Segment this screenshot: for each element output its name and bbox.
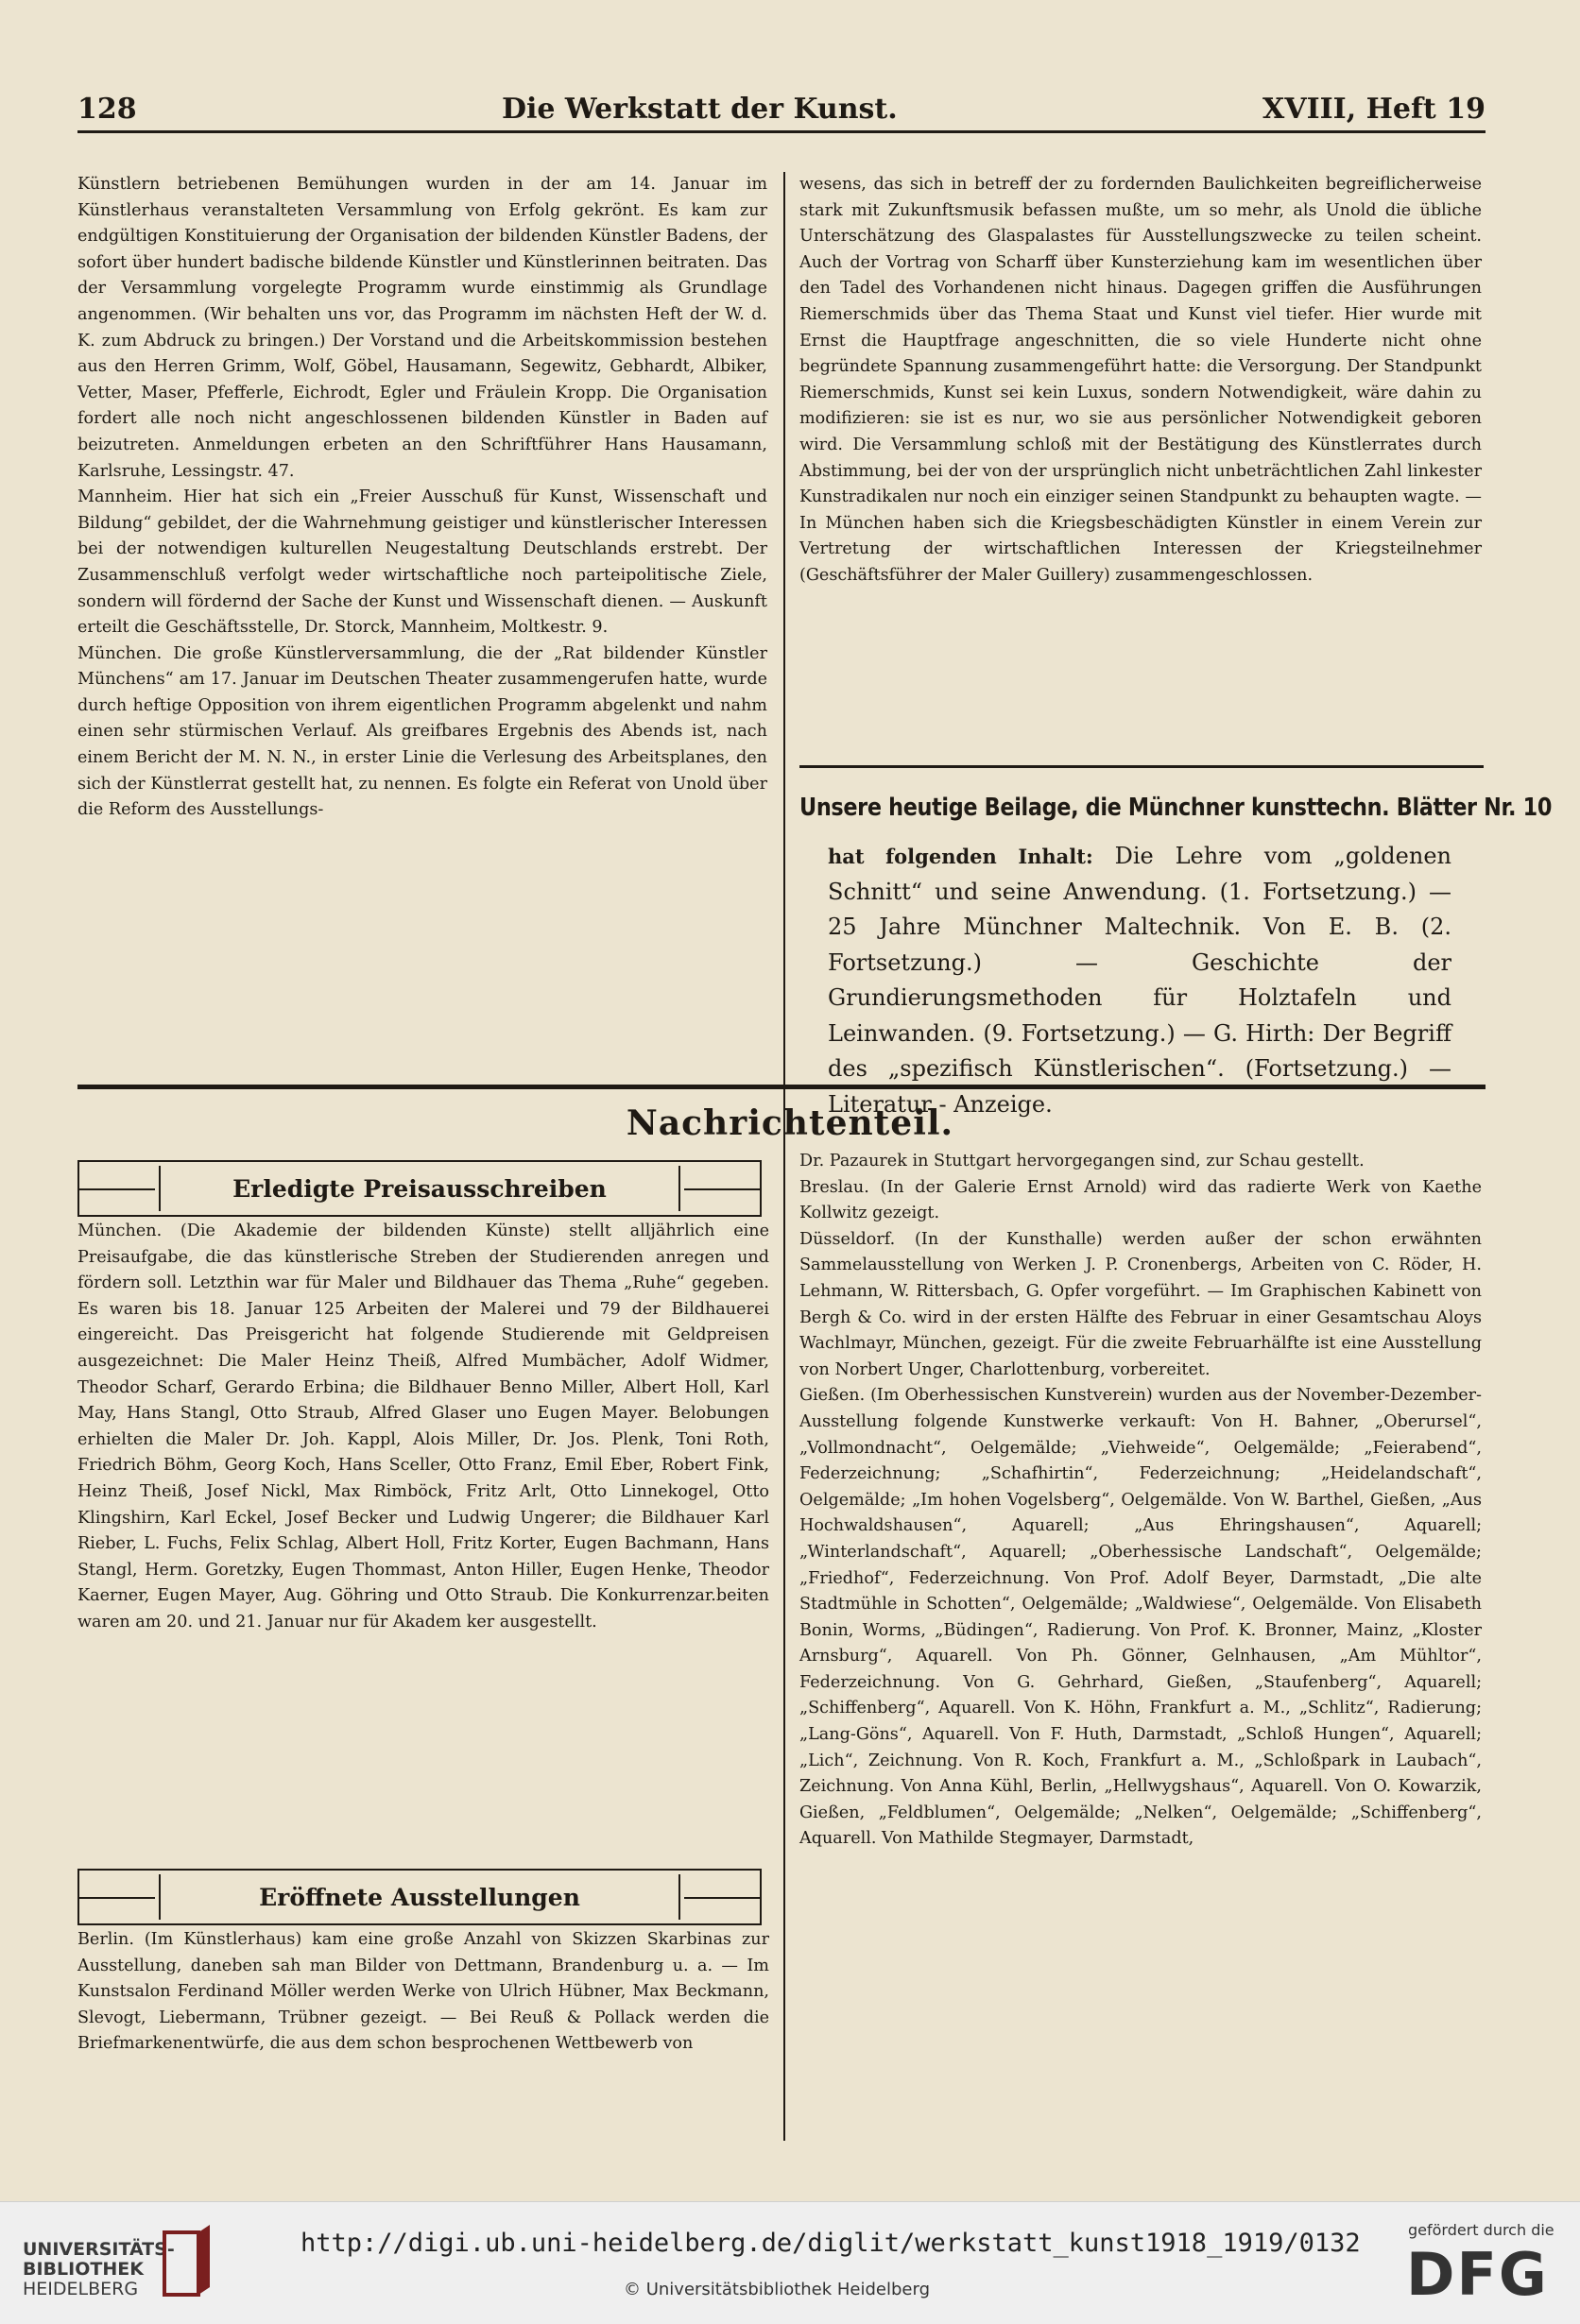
- paragraph-giessen: Gießen. (Im Oberhessischen Kunstverein) wurden aus der November-Dezember-Ausstellung folgende Kunstwerke verkauft: Von H. Bahner, „Oberursel“, „Vollmondnacht“, Oelgemälde; „Viehweide“, Oelgemälde; „Feierabend“, Federzeichnung; „Schafhirtin“, Federzeichnung; „Heidelandschaft“, Oelgemälde; „Im hohen Vogelsberg“, Oelgemälde. Von W. Barthel, Gießen, „Aus Hochwaldshausen“, Aquarell; „Aus Ehringshausen“, Aquarell; „Winterlandschaft“, Aquarell; „Oberhessische Landschaft“, Oelgemälde; „Friedhof“, Federzeichnung. Von Prof. Adolf Beyer, Darmstadt, „Die alte Stadtmühle in Schotten“, Oelgemälde; „Waldwiese“, Oelgemälde. Von Elisabeth Bonin, Worms, „Büdingen“, Radierung. Von Prof. K. Bronner, Mainz, „Kloster Arnsburg“, Aquarell. Von Ph. Gönner, Gelnhausen, „Am Mühltor“, Federzeichnung. Von G. Gehrhard, Gießen, „Staufenberg“, Aquarell; „Schiffenberg“, Aquarell. Von K. Höhn, Frankfurt a. M., „Schlitz“, Radierung; „Lang-Göns“, Aquarell. Von F. Huth, Darmstadt, „Schloß Hungen“, Aquarell; „Lich“, Zeichnung. Von R. Koch, Frankfurt a. M., „Schloßpark in Laubach“, Zeichnung. Von Anna Kühl, Berlin, „Hellwygshaus“, Aquarell. Von O. Kowarzik, Gießen, „Feldblumen“, Oelgemälde; „Nelken“, Oelgemälde; „Schiffenberg“, Aquarell. Von Mathilde Stegmayer, Darmstadt,: [799, 1386, 1482, 1849]
- funding-note: gefördert durch die: [1408, 2221, 1554, 2239]
- beilage-lead: hat folgenden Inhalt:: [828, 845, 1093, 868]
- heading-bar-right: [678, 1166, 680, 1211]
- paragraph-pazaurek-cont: Dr. Pazaurek in Stuttgart hervorgegangen sind, zur Schau gestellt.: [799, 1152, 1365, 1171]
- news-section-title: Nachrichtenteil.: [626, 1103, 954, 1143]
- dfg-logo[interactable]: DFG: [1406, 2240, 1549, 2309]
- section2-title: Eröffnete Ausstellungen: [259, 1883, 580, 1911]
- paragraph-berlin: Berlin. (Im Künstlerhaus) kam eine große Anzahl von Skizzen Skarbinas zur Ausstellung, daneben sah man Bilder von Dettmann, Brandenburg u. a. — Im Kunstsalon Ferdinand Möller werden Werke von Ulrich Hübner, Max Beckmann, Slevogt, Liebermann, Trübner gezeigt. — Bei Reuß & Pollack werden die Briefmarkenentwürfe, die aus dem schon besprochenen Wettbewerb von: [77, 1930, 769, 2054]
- paragraph-duesseldorf: Düsseldorf. (In der Kunsthalle) werden außer der schon erwähnten Sammelausstellung von Werken J. P. Cronenbergs, Arbeiten von C. Röder, H. Lehmann, W. Rittersbach, G. Opfer vorgeführt. — Im Graphischen Kabinett von Bergh & Co. wird in der ersten Hälfte des Februar in einer Gesamtschau Aloys Wachlmayr, München, gezeigt. Für die zweite Februarhälfte ist eine Ausstellung von Norbert Unger, Charlottenburg, vorbereitet.: [799, 1229, 1482, 1379]
- journal-title: Die Werkstatt der Kunst.: [501, 92, 898, 126]
- column-bottom-left: [77, 1219, 769, 1636]
- beilage-contents: Die Lehre vom „goldenen Schnitt“ und seine Anwendung. (1. Fortsetzung.) — 25 Jahre Münchner Maltechnik. Von E. B. (2. Fortsetzung.) — Geschichte der Grundierungsmethoden für Holztafeln und Leinwanden. (9. Fortsetzung.) — G. Hirth: Der Begriff des „spezifisch Künstlerischen“. (Fortsetzung.) — Literatur - Anzeige.: [828, 843, 1451, 1118]
- section1-title: Erledigte Preisausschreiben: [232, 1174, 607, 1203]
- university-library-logo[interactable]: [23, 2240, 175, 2299]
- column-bottom-right: [799, 1149, 1482, 1853]
- paragraph-breslau: Breslau. (In der Galerie Ernst Arnold) wird das radierte Werk von Kaethe Kollwitz gezeigt.: [799, 1177, 1482, 1223]
- column-divider-top: [783, 172, 785, 1150]
- copyright-notice: © Universitätsbibliothek Heidelberg: [624, 2280, 931, 2299]
- paragraph-mannheim: Mannheim. Hier hat sich ein „Freier Ausschuß für Kunst, Wissenschaft und Bildung“ gebildet, der die Wahrnehmung geistiger und künstlerischer Interessen bei der notwendigen kulturellen Neugestaltung Deutschlands erstrebt. Der Zusammenschluß verfolgt weder wirtschaftliche noch parteipolitische Ziele, sondern will fördernd der Sache der Kunst und Wissenschaft dienen. — Auskunft erteilt die Geschäftsstelle, Dr. Storck, Mannheim, Moltkestr. 9.: [77, 487, 767, 638]
- column-top-left: [77, 172, 767, 824]
- column-bottom-left-2: [77, 1927, 769, 2058]
- beilage-title: Unsere heutige Beilage, die Münchner kunsttechn. Blätter Nr. 10: [799, 794, 1553, 822]
- column-divider-bottom: [783, 1149, 785, 2141]
- section-heading-preisausschreiben: [77, 1160, 762, 1217]
- library-name-line2: BIBLIOTHEK: [23, 2259, 144, 2280]
- section-heading-ausstellungen: [77, 1869, 762, 1925]
- beilage-top-rule: [799, 765, 1484, 768]
- section-divider-rule: [77, 1085, 1486, 1089]
- heading-bar-right: [678, 1874, 680, 1920]
- library-name-line1: UNIVERSITÄTS-: [23, 2239, 175, 2260]
- paragraph-akademie: München. (Die Akademie der bildenden Künste) stellt alljährlich eine Preisaufgabe, die das künstlerische Streben der Studierenden anregen und fördern soll. Letzthin war für Maler und Bildhauer das Thema „Ruhe“ gegeben. Es waren bis 18. Januar 125 Arbeiten der Malerei und 79 der Bildhauerei eingereicht. Das Preisgericht hat folgende Studierende mit Geldpreisen ausgezeichnet: Die Maler Heinz Theiß, Alfred Mumbächer, Adolf Widmer, Theodor Scharf, Gerardo Erbina; die Bildhauer Benno Miller, Albert Holl, Karl May, Hans Stangl, Otto Straub, Alfred Glaser uno Eugen Mayer. Belobungen erhielten die Maler Dr. Joh. Kappl, Alois Miller, Dr. Jos. Plenk, Toni Roth, Friedrich Böhm, Georg Koch, Hans Sceller, Otto Franz, Emil Eber, Robert Fink, Heinz Theiß, Josef Nickl, Max Rimböck, Fritz Arlt, Otto Linnekogel, Otto Klingshirn, Karl Eckel, Josef Becker und Ludwig Ungerer; die Bildhauer Karl Rieber, L. Fuchs, Felix Schlag, Albert Holl, Fritz Korter, Eugen Bachmann, Hans Stangl, Herm. Goretzky, Eugen Thommast, Anton Hiller, Eugen Henke, Theodor Kaerner, Eugen Mayer, Aug. Göhring und Otto Straub. Die Konkurrenzar.beiten waren am 20. und 21. Januar nur für Akadem ker ausgestellt.: [77, 1222, 769, 1632]
- column-top-right: [799, 172, 1482, 590]
- issue-label: XVIII, Heft 19: [1262, 92, 1486, 126]
- library-name-line3: HEIDELBERG: [23, 2279, 139, 2299]
- library-emblem-icon: [159, 2223, 214, 2302]
- permalink-url[interactable]: http://digi.ub.uni-heidelberg.de/diglit/werkstatt_kunst1918_1919/0132: [301, 2229, 1361, 2258]
- running-header: [77, 87, 1486, 133]
- paragraph-muenchen-cont: wesens, das sich in betreff der zu fordernden Baulichkeiten begreiflicherweise stark mit Zukunftsmusik befassen mußte, um so mehr, als Unold die übliche Unterschätzung des Glaspalastes für Ausstellungszwecke zu teilen scheint. Auch der Vortrag von Scharff über Kunsterziehung kam im wesentlichen über den Tadel des Vorhandenen nicht hinaus. Dagegen griffen die Ausführungen Riemerschmids über das Thema Staat und Kunst viel tiefer. Hier wurde mit Ernst die Hauptfrage angeschnitten, die so viele Hunderte nicht ohne begründete Spannung zusammengeführt hatte: die Versorgung. Der Standpunkt Riemerschmids, Kunst sei kein Luxus, sondern Notwendigkeit, wäre dahin zu modifizieren: sie ist es nur, wo sie aus persönlicher Notwendigkeit geboren wird. Die Versammlung schloß mit der Bestätigung des Künstlerrates durch Abstimmung, bei der von der ursprünglich nicht unbeträchtlichen Zahl linkester Kunstradikalen nur noch ein einziger seinen Standpunkt zu behaupten wagte. — In München haben sich die Kriegsbeschädigten Künstler in einem Verein zur Vertretung der wirtschaftlichen Interessen der Kriegsteilnehmer (Geschäftsführer der Maler Guillery) zusammengeschlossen.: [799, 175, 1482, 585]
- paragraph-karlsruhe-cont: Künstlern betriebenen Bemühungen wurden in der am 14. Januar im Künstlerhaus veranstalteten Versammlung von Erfolg gekrönt. Es kam zur endgültigen Konstituierung der Organisation der bildenden Künstler Badens, der sofort über hundert badische bildende Künstler und Künstlerinnen beitraten. Das der Versammlung vorgelegte Programm wurde einstimmig als Grundlage angenommen. (Wir behalten uns vor, das Programm im nächsten Heft der W. d. K. zum Abdruck zu bringen.) Der Vorstand und die Arbeitskommission bestehen aus den Herren Grimm, Wolf, Göbel, Hausamann, Segewitz, Gebhardt, Albiker, Vetter, Maser, Pfefferle, Eichrodt, Egler und Fräulein Kropp. Die Organisation fordert alle noch nicht angeschlossenen bildenden Künstler in Baden auf beizutreten. Anmeldungen erbeten an den Schriftführer Hans Hausamann, Karlsruhe, Lessingstr. 47.: [77, 175, 767, 481]
- paragraph-muenchen: München. Die große Künstlerversammlung, die der „Rat bildender Künstler Münchens“ am 17. Januar im Deutschen Theater zusammengerufen hatte, wurde durch heftige Opposition von ihrem eigentlichen Programm abgelenkt und nahm einen sehr stürmischen Verlauf. Als greifbares Ergebnis des Abends ist, nach einem Bericht der M. N. N., in erster Linie die Verlesung des Arbeitsplanes, den sich der Künstlerrat gestellt hat, zu nennen. Es folgte ein Referat von Unold über die Reform des Ausstellungs-: [77, 643, 767, 820]
- heading-bar-left: [159, 1874, 161, 1920]
- viewer-footer: [0, 2201, 1580, 2324]
- heading-bar-left: [159, 1166, 161, 1211]
- beilage-body: [828, 839, 1451, 1122]
- page-number: 128: [77, 92, 137, 126]
